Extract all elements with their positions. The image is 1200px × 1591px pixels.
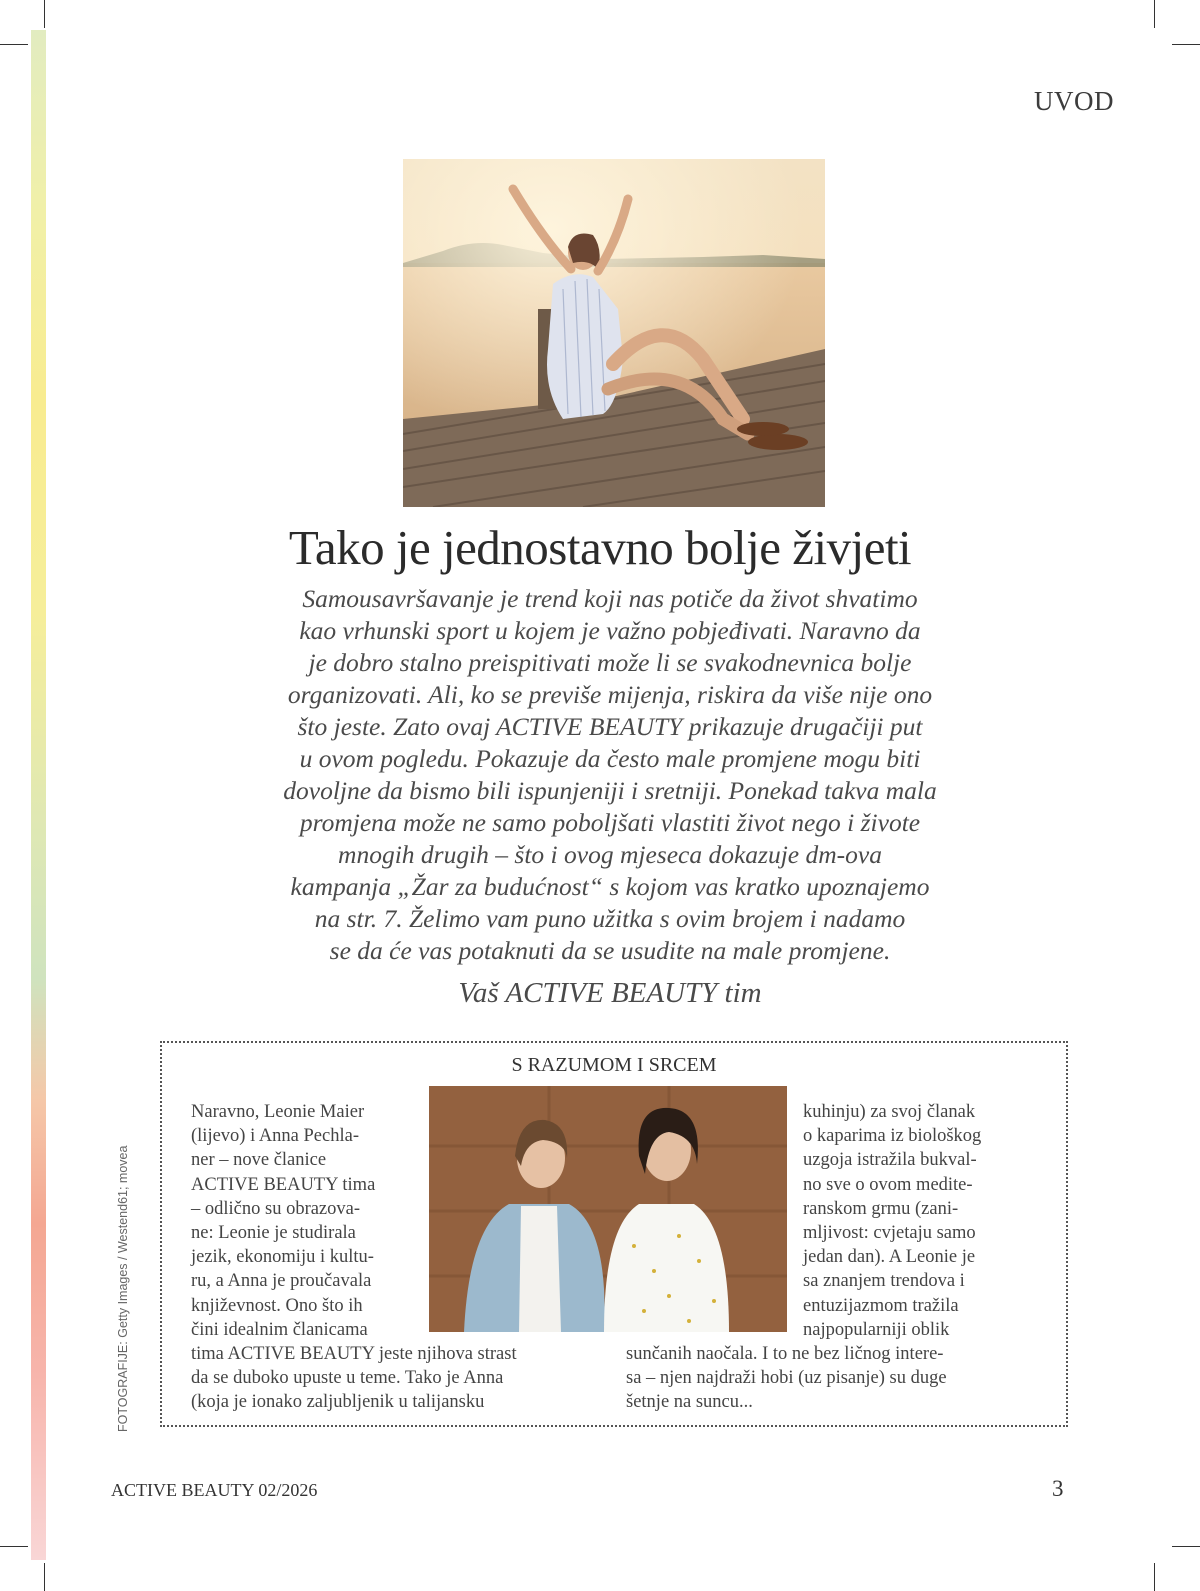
text-line: entuzijazmom tražila	[803, 1295, 959, 1316]
sidebar-bottom-right	[626, 1342, 947, 1415]
intro-line: što jeste. Zato ovaj ACTIVE BEAUTY prikazuje drugačiji put	[297, 712, 923, 741]
intro-line: kao vrhunski sport u kojem je važno pobjeđivati. Naravno da	[299, 616, 921, 645]
crop-mark	[1172, 44, 1200, 45]
crop-mark	[1154, 0, 1155, 28]
intro-line: u ovom pogledu. Pokazuje da često male promjene mogu biti	[299, 744, 921, 773]
intro-line: promjena može ne samo poboljšati vlastiti život nego i živote	[299, 808, 921, 837]
article-title: Tako je jednostavno bolje živjeti	[288, 520, 912, 575]
text-line: jezik, ekonomiju i kultu-	[191, 1247, 374, 1268]
text-line: ner – nove članice	[191, 1150, 327, 1171]
intro-paragraph	[240, 583, 980, 967]
text-line: jedan dan). A Leonie je	[803, 1247, 976, 1268]
sidebar-title: S RAZUMOM I SRCEM	[511, 1054, 717, 1076]
intro-line: organizovati. Ali, ko se previše mijenja, riskira da više nije ono	[287, 680, 933, 709]
page-number: 3	[1052, 1476, 1064, 1501]
text-line: sunčanih naočala. I to ne bez ličnog intere-	[626, 1344, 944, 1364]
text-line: – odlično su obrazova-	[191, 1198, 361, 1219]
text-line: tima ACTIVE BEAUTY jeste njihova strast	[191, 1344, 517, 1364]
text-line: šetnje na suncu...	[626, 1392, 753, 1413]
crop-mark	[44, 0, 45, 28]
sidebar-bottom-left	[191, 1342, 517, 1415]
text-line: ACTIVE BEAUTY tima	[191, 1174, 376, 1195]
text-line: čini idealnim članicama	[191, 1319, 368, 1340]
intro-line: mnogih drugih – što i ovog mjeseca dokazuje dm-ova	[338, 840, 882, 869]
hero-photo	[403, 159, 825, 507]
text-line: no sve o ovom medite-	[803, 1174, 973, 1195]
text-line: (lijevo) i Anna Pechla-	[191, 1126, 359, 1147]
text-line: mljivost: cvjetaju samo	[803, 1223, 976, 1244]
text-line: ranskom grmu (zani-	[803, 1198, 959, 1219]
text-line: ne: Leonie je studirala	[191, 1223, 356, 1244]
team-photo	[429, 1086, 787, 1332]
signoff: Vaš ACTIVE BEAUTY tim	[458, 977, 762, 1009]
text-line: kuhinju) za svoj članak	[803, 1102, 976, 1122]
sidebar-right-column	[803, 1100, 981, 1342]
text-line: (koja je ionako zaljubljenik u talijansku	[191, 1392, 485, 1413]
crop-mark	[1154, 1563, 1155, 1591]
intro-line: je dobro stalno preispitivati može li se svakodnevnica bolje	[308, 648, 912, 677]
photo-credit: FOTOGRAFIJE: Getty Images / Westend61; movea	[116, 1145, 130, 1432]
text-line: književnost. Ono što ih	[191, 1295, 363, 1316]
intro-line: Samousavršavanje je trend koji nas potiče da život shvatimo	[302, 584, 918, 613]
crop-mark	[0, 44, 28, 45]
intro-line: se da će vas potaknuti da se usudite na male promjene.	[329, 936, 891, 965]
text-line: sa – njen najdraži hobi (uz pisanje) su duge	[626, 1368, 947, 1389]
text-line: da se duboko upuste u teme. Tako je Anna	[191, 1368, 504, 1389]
intro-line: kampanja „Žar za budućnost“ s kojom vas kratko upoznajemo	[290, 872, 930, 901]
issue-label: ACTIVE BEAUTY 02/2026	[111, 1480, 318, 1500]
section-label: UVOD	[1034, 86, 1114, 116]
text-line: ru, a Anna je proučavala	[191, 1271, 372, 1292]
text-line: sa znanjem trendova i	[803, 1271, 965, 1292]
crop-mark	[0, 1546, 28, 1547]
crop-mark	[1172, 1546, 1200, 1547]
intro-line: na str. 7. Želimo vam puno užitka s ovim brojem i nadamo	[314, 904, 906, 933]
sidebar-left-column	[191, 1100, 375, 1342]
text-line: najpopularniji oblik	[803, 1319, 950, 1340]
text-line: uzgoja istražila bukval-	[803, 1150, 977, 1171]
text-line: o kaparima iz biološkog	[803, 1126, 982, 1147]
intro-line: dovoljne da bismo bili ispunjeniji i sretniji. Ponekad takva mala	[283, 776, 937, 805]
crop-mark	[44, 1563, 45, 1591]
color-strip	[31, 30, 46, 1560]
text-line: Naravno, Leonie Maier	[191, 1102, 365, 1122]
